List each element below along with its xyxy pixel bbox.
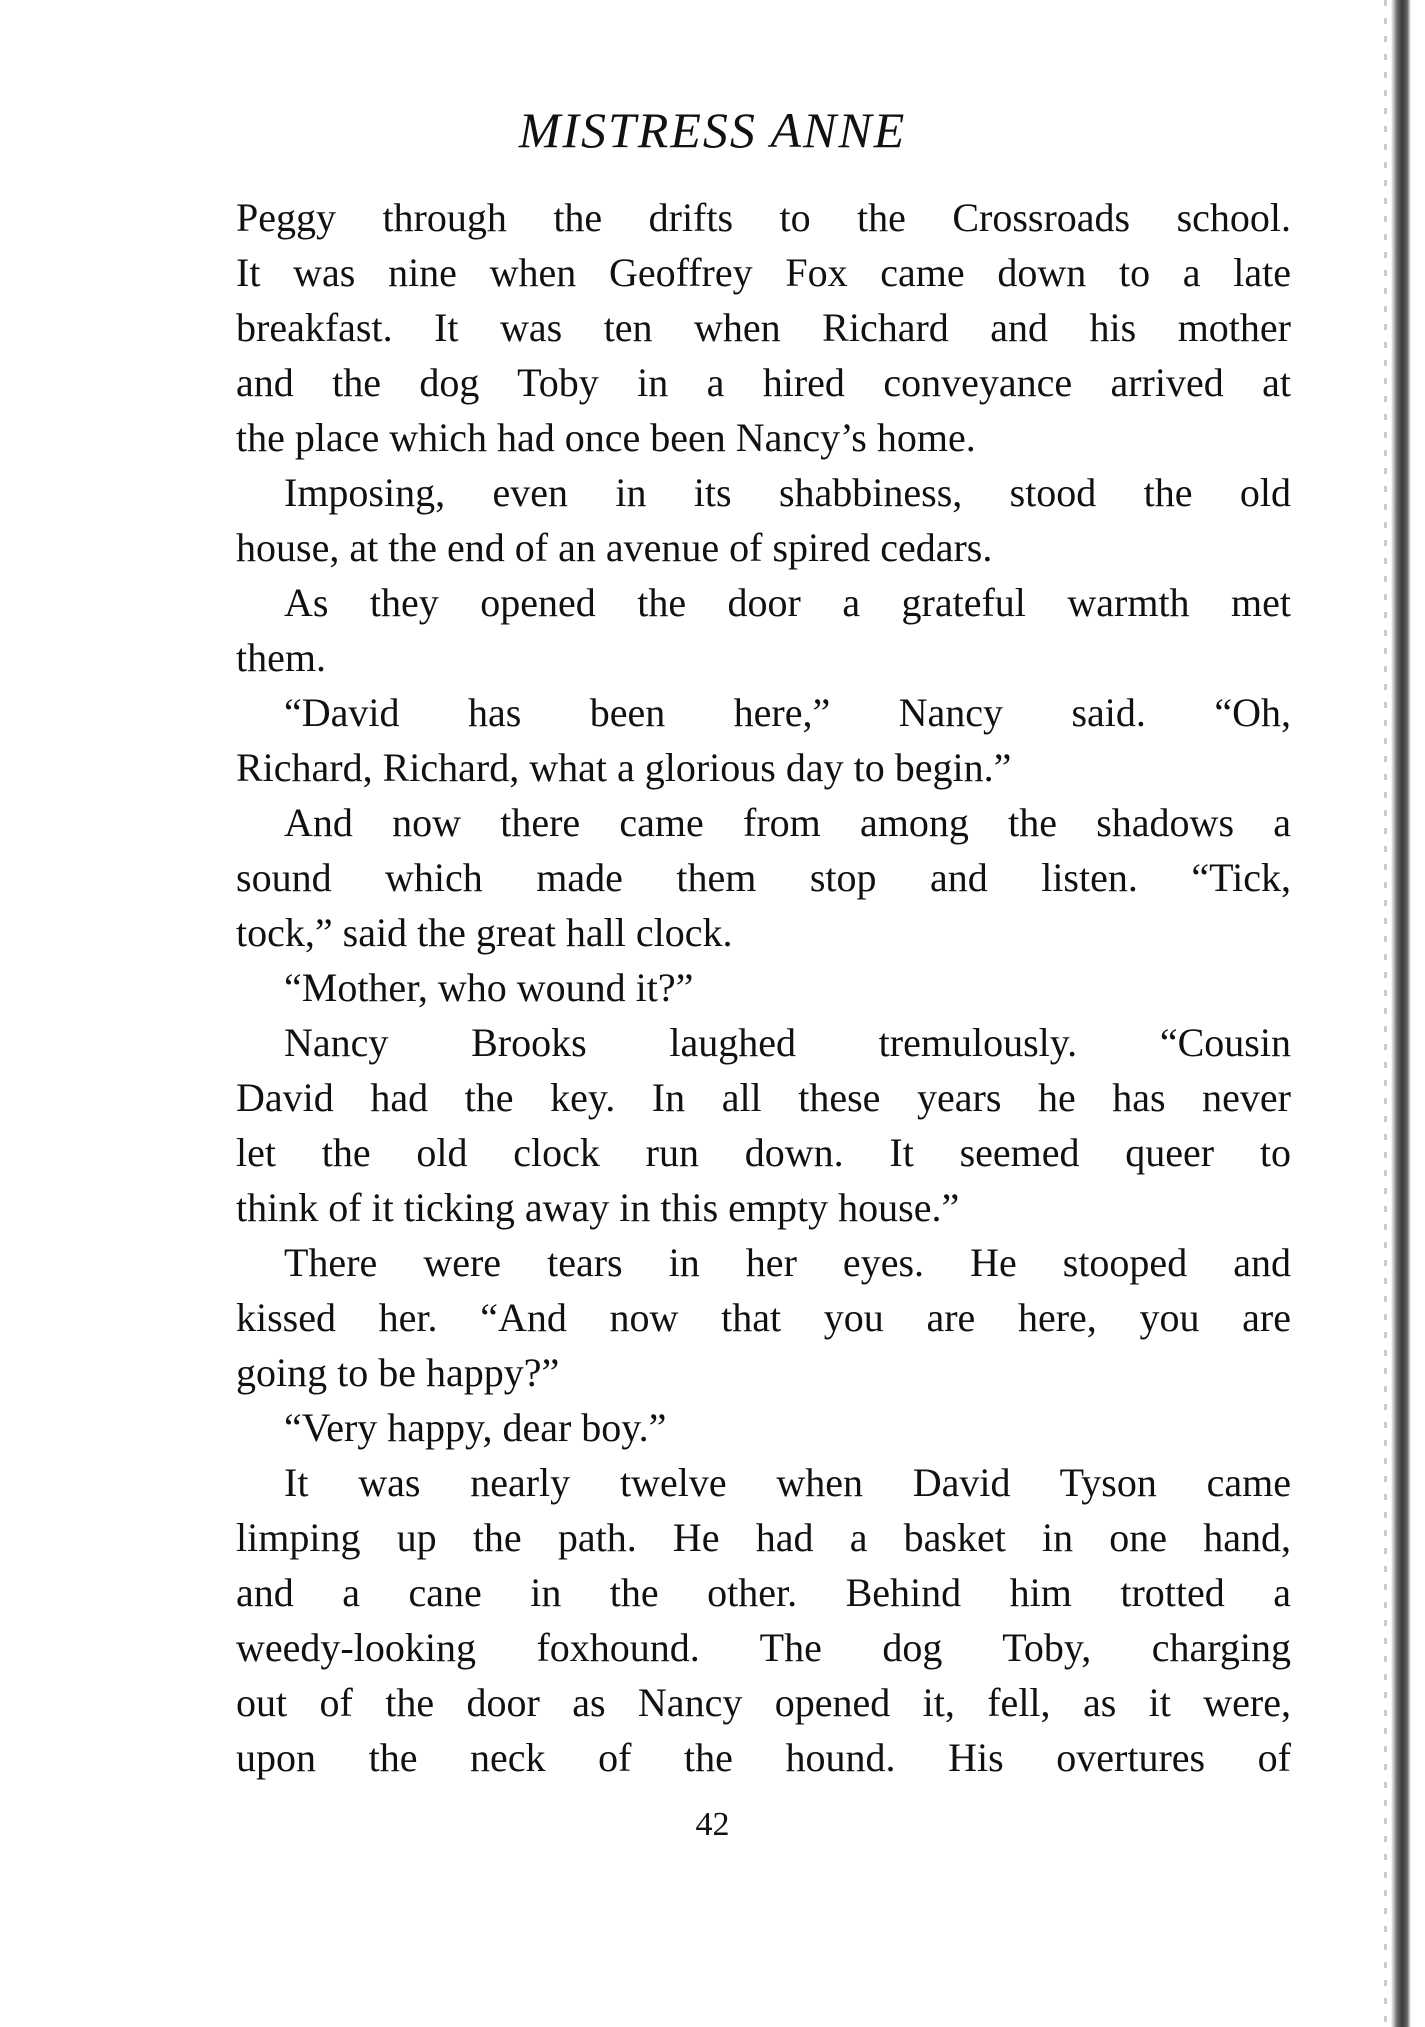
- text-line: think of it ticking away in this empty house.”: [236, 1185, 960, 1230]
- text-line: As they opened the door a grateful warmth met: [284, 580, 1291, 625]
- text-line: upon the neck of the hound. His overtures of: [236, 1735, 1291, 1780]
- text-line: It was nearly twelve when David Tyson came: [284, 1460, 1291, 1505]
- body-text: [236, 190, 1291, 1785]
- binding-edge-shadow: [1384, 0, 1387, 2027]
- text-line: “David has been here,” Nancy said. “Oh,: [284, 690, 1291, 735]
- text-line: and the dog Toby in a hired conveyance arrived at: [236, 360, 1291, 405]
- text-line: going to be happy?”: [236, 1350, 560, 1395]
- text-line: sound which made them stop and listen. “Tick,: [236, 855, 1291, 900]
- text-line: let the old clock run down. It seemed queer to: [236, 1130, 1291, 1175]
- text-line: David had the key. In all these years he has never: [236, 1075, 1291, 1120]
- text-line: breakfast. It was ten when Richard and his mother: [236, 305, 1291, 350]
- text-line: Imposing, even in its shabbiness, stood the old: [284, 470, 1291, 515]
- text-line: the place which had once been Nancy’s home.: [236, 415, 976, 460]
- text-line: “Very happy, dear boy.”: [284, 1405, 667, 1450]
- text-line: And now there came from among the shadows a: [284, 800, 1291, 845]
- text-line: tock,” said the great hall clock.: [236, 910, 733, 955]
- text-line: them.: [236, 635, 326, 680]
- running-header: MISTRESS ANNE: [518, 102, 907, 158]
- text-line: weedy-looking foxhound. The dog Toby, charging: [236, 1625, 1291, 1670]
- text-line: out of the door as Nancy opened it, fell, as it were,: [236, 1680, 1291, 1725]
- text-line: “Mother, who wound it?”: [284, 965, 694, 1010]
- text-line: Peggy through the drifts to the Crossroads school.: [236, 195, 1291, 240]
- text-line: There were tears in her eyes. He stooped and: [284, 1240, 1291, 1285]
- page-number: 42: [695, 1806, 730, 1843]
- text-line: house, at the end of an avenue of spired cedars.: [236, 525, 993, 570]
- text-line: Nancy Brooks laughed tremulously. “Cousin: [284, 1020, 1291, 1065]
- text-line: kissed her. “And now that you are here, you are: [236, 1295, 1291, 1340]
- text-line: limping up the path. He had a basket in one hand,: [236, 1515, 1291, 1560]
- binding-gutter-shadow: [1391, 0, 1411, 2027]
- text-line: Richard, Richard, what a glorious day to begin.”: [236, 745, 1012, 790]
- text-line: It was nine when Geoffrey Fox came down to a late: [236, 250, 1291, 295]
- text-line: and a cane in the other. Behind him trotted a: [236, 1570, 1291, 1615]
